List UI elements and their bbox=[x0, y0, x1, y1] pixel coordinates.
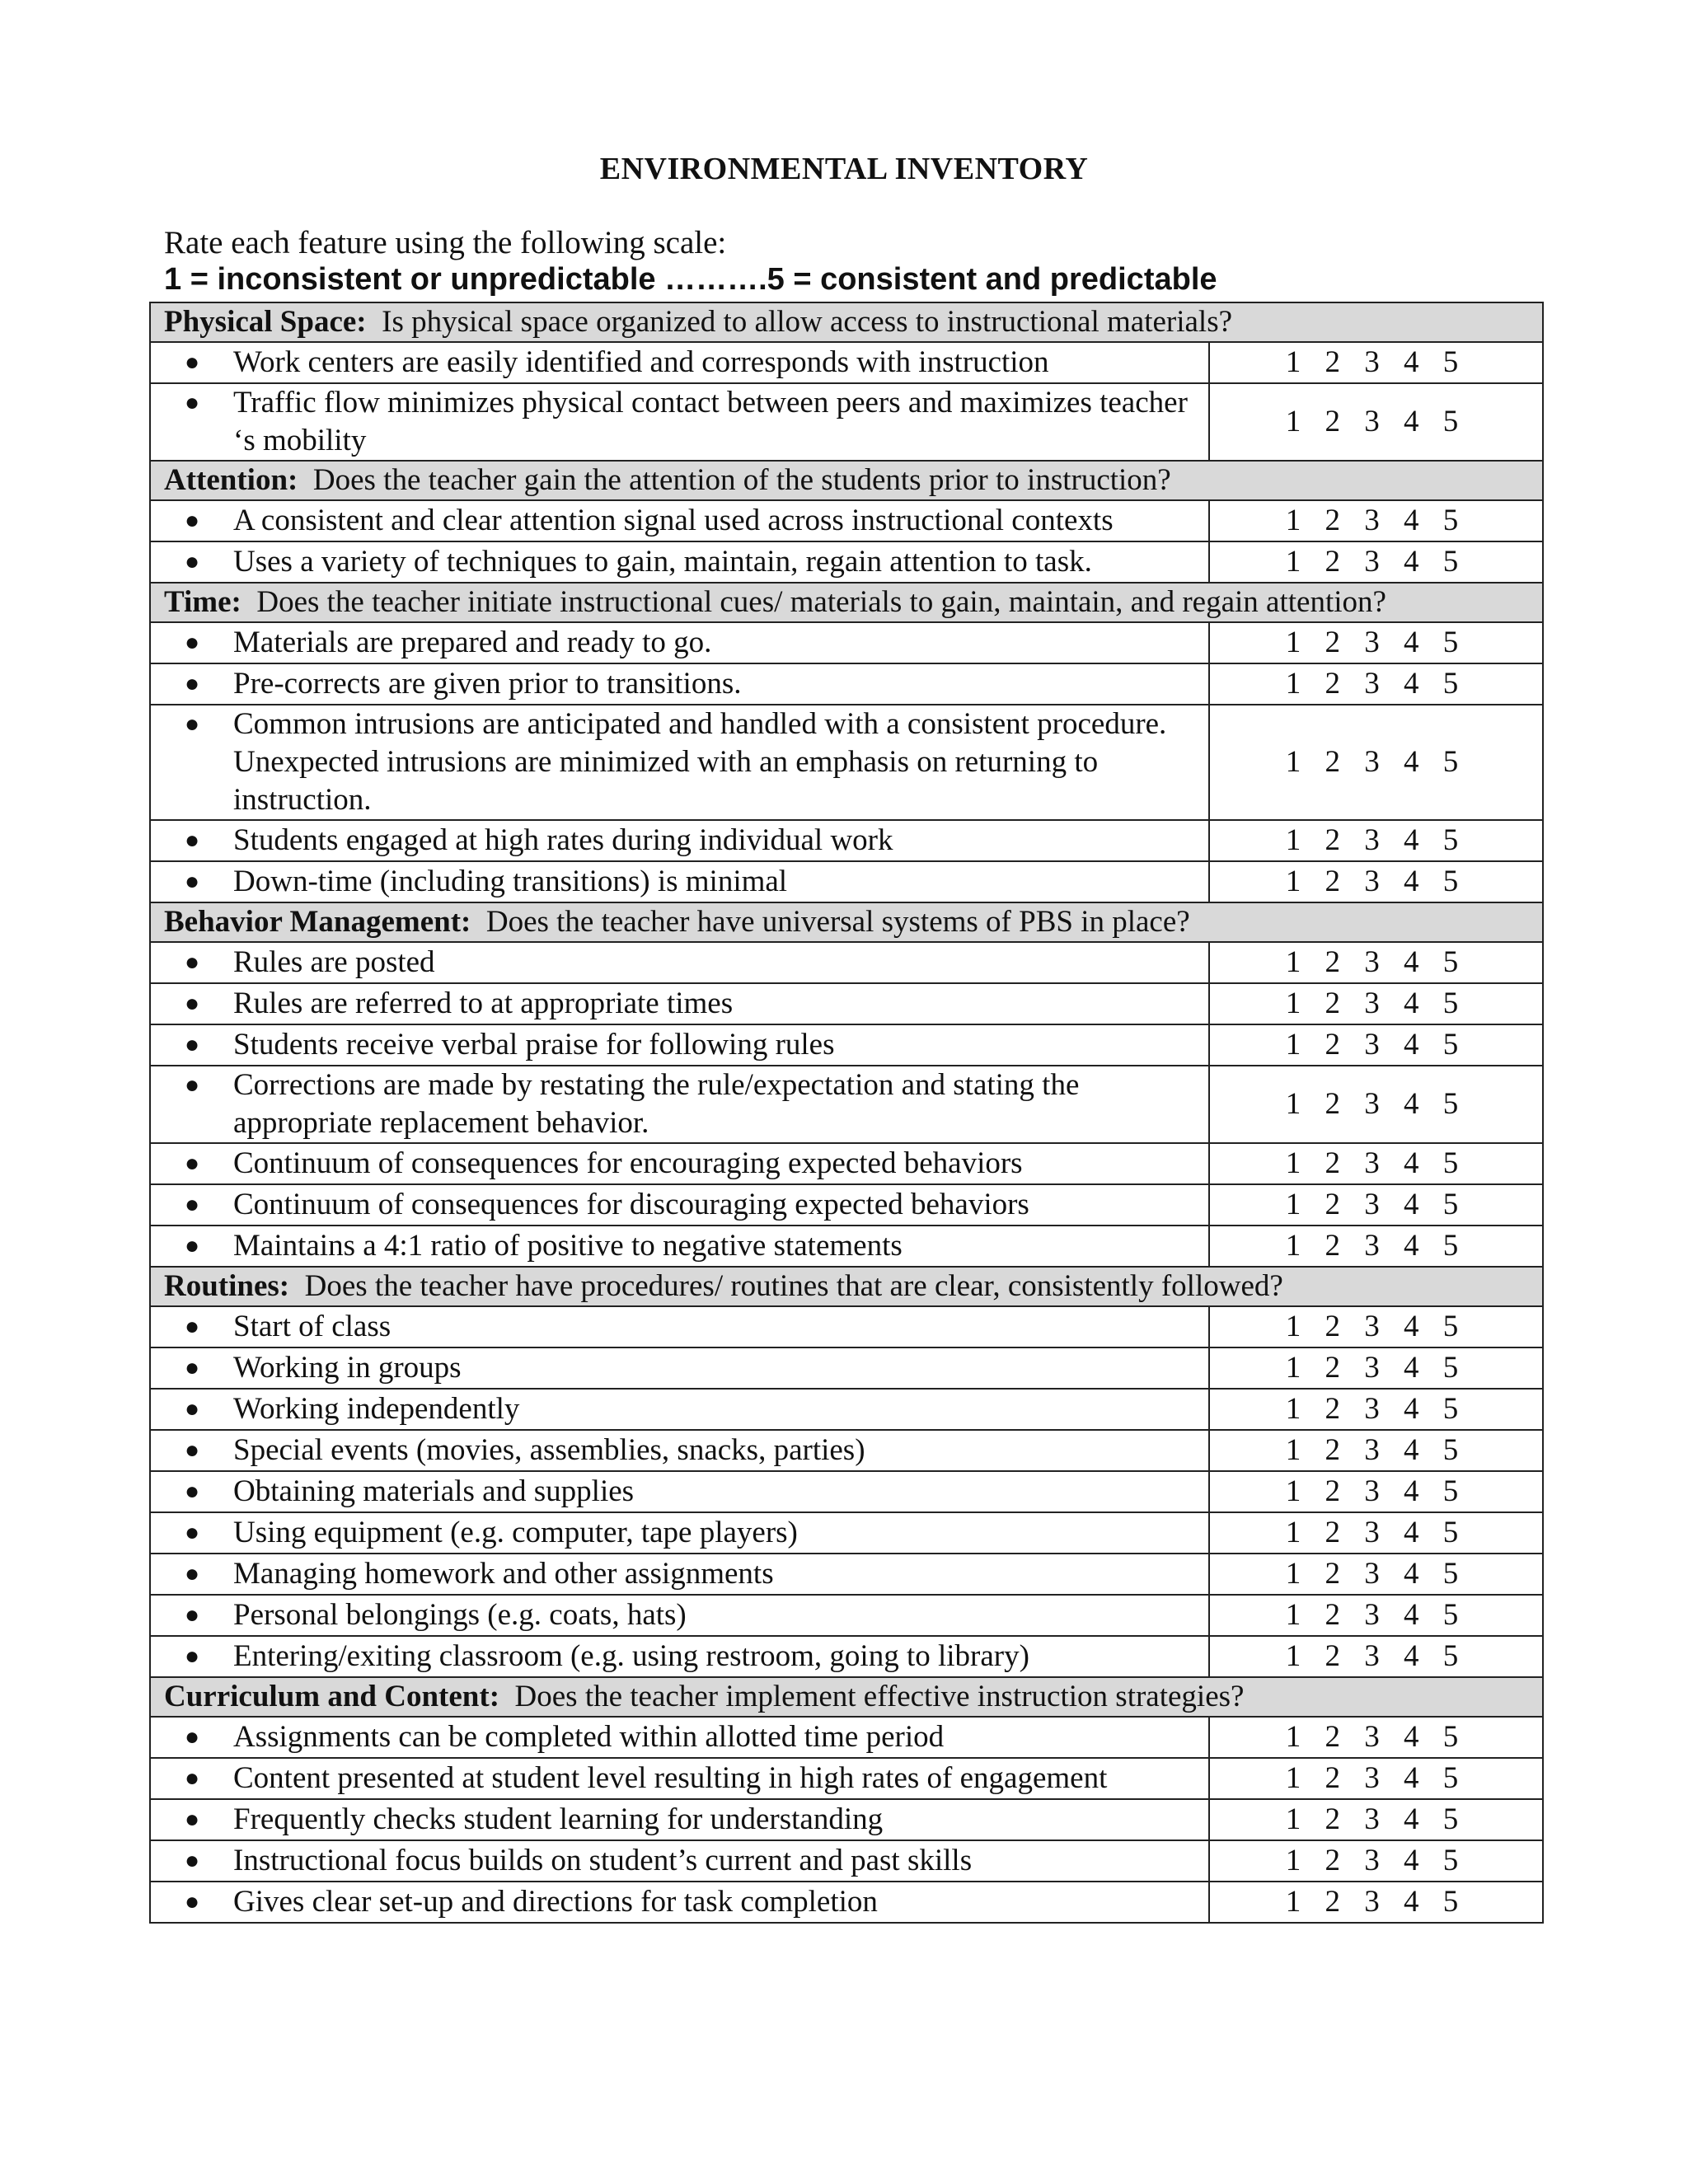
item-text: Materials are prepared and ready to go. bbox=[233, 626, 712, 659]
inventory-item-row bbox=[150, 1799, 1543, 1840]
section-question: Does the teacher implement effective instruction strategies? bbox=[514, 1680, 1245, 1713]
item-text: Students engaged at high rates during individual work bbox=[233, 823, 893, 857]
rating-scale-cell: 1 2 3 4 5 bbox=[1209, 342, 1543, 383]
item-text: Start of class bbox=[233, 1310, 392, 1343]
inventory-table bbox=[149, 302, 1544, 1924]
bullet-icon: ● bbox=[184, 949, 200, 976]
section-header-cell bbox=[150, 302, 1543, 342]
inventory-item-row bbox=[150, 1717, 1543, 1758]
item-cell bbox=[150, 1758, 1209, 1799]
bullet-icon: ● bbox=[184, 629, 200, 656]
rating-scale-cell: 1 2 3 4 5 bbox=[1209, 1471, 1543, 1512]
item-cell bbox=[150, 663, 1209, 705]
item-text: Continuum of consequences for encouraging expected behaviors bbox=[233, 1146, 1023, 1180]
inventory-item-row bbox=[150, 1636, 1543, 1677]
inventory-item-row bbox=[150, 983, 1543, 1024]
section-name: Routines: bbox=[164, 1269, 290, 1303]
bullet-icon: ● bbox=[184, 1395, 200, 1422]
item-text: Obtaining materials and supplies bbox=[233, 1474, 635, 1508]
item-cell bbox=[150, 1226, 1209, 1267]
rating-scale-cell: 1 2 3 4 5 bbox=[1209, 1389, 1543, 1430]
rating-scale-cell: 1 2 3 4 5 bbox=[1209, 663, 1543, 705]
inventory-item-row bbox=[150, 1226, 1543, 1267]
item-cell bbox=[150, 1347, 1209, 1389]
inventory-item-row bbox=[150, 1184, 1543, 1226]
bullet-icon: ● bbox=[184, 1071, 200, 1099]
rating-scale-cell: 1 2 3 4 5 bbox=[1209, 1758, 1543, 1799]
inventory-item-row bbox=[150, 1430, 1543, 1471]
item-text: A consistent and clear attention signal used across instructional contexts bbox=[233, 504, 1114, 537]
section-question: Does the teacher gain the attention of the students prior to instruction? bbox=[312, 463, 1171, 497]
inventory-item-row bbox=[150, 861, 1543, 902]
inventory-item-row bbox=[150, 1389, 1543, 1430]
item-text: Common intrusions are anticipated and handled with a consistent procedure. Unexpected intrusions are minimized with an emphasis on returning to instruction. bbox=[233, 707, 1167, 817]
rating-scale-cell: 1 2 3 4 5 bbox=[1209, 1430, 1543, 1471]
inventory-item-row bbox=[150, 1306, 1543, 1347]
item-text: Corrections are made by restating the rule/expectation and stating the appropriate replacement behavior. bbox=[233, 1068, 1080, 1140]
section-header-row bbox=[150, 1677, 1543, 1717]
section-header-row bbox=[150, 1267, 1543, 1306]
item-text: Gives clear set-up and directions for task completion bbox=[233, 1885, 878, 1919]
item-cell bbox=[150, 861, 1209, 902]
item-text: Rules are referred to at appropriate times bbox=[233, 987, 734, 1020]
rating-scale-cell: 1 2 3 4 5 bbox=[1209, 500, 1543, 541]
bullet-icon: ● bbox=[184, 349, 200, 376]
bullet-icon: ● bbox=[184, 1888, 200, 1915]
bullet-icon: ● bbox=[184, 1519, 200, 1546]
item-text: Work centers are easily identified and corresponds with instruction bbox=[233, 345, 1049, 379]
rating-scale-cell: 1 2 3 4 5 bbox=[1209, 541, 1543, 583]
rating-scale-cell: 1 2 3 4 5 bbox=[1209, 1882, 1543, 1923]
rating-scale-cell: 1 2 3 4 5 bbox=[1209, 383, 1543, 461]
item-text: Using equipment (e.g. computer, tape players) bbox=[233, 1516, 798, 1549]
bullet-icon: ● bbox=[184, 990, 200, 1017]
inventory-item-row bbox=[150, 541, 1543, 583]
bullet-icon: ● bbox=[184, 1031, 200, 1058]
item-cell bbox=[150, 942, 1209, 983]
bullet-icon: ● bbox=[184, 1354, 200, 1381]
rating-scale-cell: 1 2 3 4 5 bbox=[1209, 1554, 1543, 1595]
item-text: Working independently bbox=[233, 1392, 520, 1426]
item-text: Pre-corrects are given prior to transitions. bbox=[233, 667, 742, 701]
rating-scale-cell: 1 2 3 4 5 bbox=[1209, 1717, 1543, 1758]
item-cell bbox=[150, 1143, 1209, 1184]
bullet-icon: ● bbox=[184, 1436, 200, 1464]
rating-scale-cell: 1 2 3 4 5 bbox=[1209, 622, 1543, 663]
rating-scale-cell: 1 2 3 4 5 bbox=[1209, 1184, 1543, 1226]
inventory-item-row bbox=[150, 1882, 1543, 1923]
item-cell bbox=[150, 820, 1209, 861]
bullet-icon: ● bbox=[184, 1191, 200, 1218]
item-text: Down-time (including transitions) is minimal bbox=[233, 865, 788, 898]
section-name: Physical Space: bbox=[164, 305, 367, 339]
section-header-row bbox=[150, 902, 1543, 942]
rating-scale-cell: 1 2 3 4 5 bbox=[1209, 1636, 1543, 1677]
item-cell bbox=[150, 1430, 1209, 1471]
rating-scale-cell: 1 2 3 4 5 bbox=[1209, 1512, 1543, 1554]
inventory-item-row bbox=[150, 1024, 1543, 1066]
item-cell bbox=[150, 1717, 1209, 1758]
bullet-icon: ● bbox=[184, 827, 200, 854]
bullet-icon: ● bbox=[184, 1601, 200, 1629]
rating-scale-cell: 1 2 3 4 5 bbox=[1209, 1347, 1543, 1389]
bullet-icon: ● bbox=[184, 1150, 200, 1177]
section-question: Does the teacher have universal systems of PBS in place? bbox=[485, 905, 1190, 939]
item-cell bbox=[150, 1471, 1209, 1512]
item-cell bbox=[150, 983, 1209, 1024]
rating-scale-cell: 1 2 3 4 5 bbox=[1209, 1143, 1543, 1184]
bullet-icon: ● bbox=[184, 1232, 200, 1259]
rating-scale-cell: 1 2 3 4 5 bbox=[1209, 1799, 1543, 1840]
rating-scale-cell: 1 2 3 4 5 bbox=[1209, 942, 1543, 983]
rating-scale-cell: 1 2 3 4 5 bbox=[1209, 1226, 1543, 1267]
bullet-icon: ● bbox=[184, 548, 200, 575]
section-header-cell bbox=[150, 1677, 1543, 1717]
item-text: Rules are posted bbox=[233, 945, 435, 979]
inventory-item-row bbox=[150, 1471, 1543, 1512]
inventory-item-row bbox=[150, 622, 1543, 663]
rating-scale-cell: 1 2 3 4 5 bbox=[1209, 1840, 1543, 1882]
bullet-icon: ● bbox=[184, 670, 200, 697]
item-cell bbox=[150, 1636, 1209, 1677]
section-name: Behavior Management: bbox=[164, 905, 471, 939]
item-cell bbox=[150, 1512, 1209, 1554]
inventory-item-row bbox=[150, 1512, 1543, 1554]
section-question: Does the teacher have procedures/ routines that are clear, consistently followed? bbox=[304, 1269, 1283, 1303]
item-cell bbox=[150, 705, 1209, 820]
section-header-row bbox=[150, 583, 1543, 622]
section-header-cell bbox=[150, 461, 1543, 500]
item-text: Personal belongings (e.g. coats, hats) bbox=[233, 1598, 687, 1632]
inventory-item-row bbox=[150, 1143, 1543, 1184]
rating-scale-cell: 1 2 3 4 5 bbox=[1209, 861, 1543, 902]
bullet-icon: ● bbox=[184, 1313, 200, 1340]
page-title: ENVIRONMENTAL INVENTORY bbox=[599, 152, 1089, 186]
rating-scale-cell: 1 2 3 4 5 bbox=[1209, 1595, 1543, 1636]
item-text: Entering/exiting classroom (e.g. using restroom, going to library) bbox=[233, 1639, 1029, 1673]
bullet-icon: ● bbox=[184, 868, 200, 895]
rating-scale-cell: 1 2 3 4 5 bbox=[1209, 983, 1543, 1024]
bullet-icon: ● bbox=[184, 1560, 200, 1587]
rating-scale-legend: 1 = inconsistent or unpredictable ……….5 = consistent and predictable bbox=[164, 262, 1217, 297]
section-name: Time: bbox=[164, 585, 241, 619]
bullet-icon: ● bbox=[184, 1765, 200, 1792]
rating-scale-cell: 1 2 3 4 5 bbox=[1209, 705, 1543, 820]
bullet-icon: ● bbox=[184, 1478, 200, 1505]
rating-scale-cell: 1 2 3 4 5 bbox=[1209, 820, 1543, 861]
item-cell bbox=[150, 1595, 1209, 1636]
bullet-icon: ● bbox=[184, 1643, 200, 1670]
bullet-icon: ● bbox=[184, 1847, 200, 1874]
item-cell bbox=[150, 1799, 1209, 1840]
inventory-item-row bbox=[150, 1347, 1543, 1389]
item-cell bbox=[150, 383, 1209, 461]
bullet-icon: ● bbox=[184, 1723, 200, 1750]
inventory-item-row bbox=[150, 1758, 1543, 1799]
item-cell bbox=[150, 1066, 1209, 1143]
bullet-icon: ● bbox=[184, 1806, 200, 1833]
section-name: Attention: bbox=[164, 463, 298, 497]
item-text: Working in groups bbox=[233, 1351, 462, 1385]
item-cell bbox=[150, 1306, 1209, 1347]
item-cell bbox=[150, 342, 1209, 383]
item-text: Maintains a 4:1 ratio of positive to negative statements bbox=[233, 1229, 903, 1263]
item-text: Instructional focus builds on student’s current and past skills bbox=[233, 1844, 973, 1877]
item-cell bbox=[150, 1840, 1209, 1882]
item-cell bbox=[150, 1024, 1209, 1066]
rating-scale-cell: 1 2 3 4 5 bbox=[1209, 1306, 1543, 1347]
inventory-item-row bbox=[150, 705, 1543, 820]
rating-scale-cell: 1 2 3 4 5 bbox=[1209, 1024, 1543, 1066]
inventory-item-row bbox=[150, 342, 1543, 383]
item-text: Students receive verbal praise for following rules bbox=[233, 1028, 835, 1062]
item-text: Managing homework and other assignments bbox=[233, 1557, 774, 1591]
section-header-row bbox=[150, 461, 1543, 500]
item-text: Traffic flow minimizes physical contact between peers and maximizes teacher ‘s mobility bbox=[233, 386, 1188, 457]
item-cell bbox=[150, 1554, 1209, 1595]
item-cell bbox=[150, 1184, 1209, 1226]
item-cell bbox=[150, 541, 1209, 583]
section-question: Does the teacher initiate instructional cues/ materials to gain, maintain, and regain attention? bbox=[256, 585, 1386, 619]
section-header-cell bbox=[150, 583, 1543, 622]
bullet-icon: ● bbox=[184, 507, 200, 534]
inventory-item-row bbox=[150, 1595, 1543, 1636]
inventory-item-row bbox=[150, 500, 1543, 541]
inventory-item-row bbox=[150, 1840, 1543, 1882]
inventory-table-body bbox=[150, 302, 1543, 1923]
inventory-item-row bbox=[150, 383, 1543, 461]
inventory-item-row bbox=[150, 1554, 1543, 1595]
item-cell bbox=[150, 622, 1209, 663]
item-text: Content presented at student level resulting in high rates of engagement bbox=[233, 1761, 1108, 1795]
inventory-item-row bbox=[150, 942, 1543, 983]
rating-scale-cell: 1 2 3 4 5 bbox=[1209, 1066, 1543, 1143]
section-header-cell bbox=[150, 902, 1543, 942]
section-header-cell bbox=[150, 1267, 1543, 1306]
inventory-item-row bbox=[150, 663, 1543, 705]
section-name: Curriculum and Content: bbox=[164, 1680, 500, 1713]
section-header-row bbox=[150, 302, 1543, 342]
bullet-icon: ● bbox=[184, 389, 200, 416]
section-question: Is physical space organized to allow access to instructional materials? bbox=[382, 305, 1233, 339]
item-text: Frequently checks student learning for understanding bbox=[233, 1802, 884, 1836]
bullet-icon: ● bbox=[184, 710, 200, 738]
scale-instruction: Rate each feature using the following scale: bbox=[164, 225, 727, 260]
item-cell bbox=[150, 500, 1209, 541]
item-cell bbox=[150, 1389, 1209, 1430]
inventory-item-row bbox=[150, 1066, 1543, 1143]
item-cell bbox=[150, 1882, 1209, 1923]
item-text: Uses a variety of techniques to gain, maintain, regain attention to task. bbox=[233, 545, 1092, 579]
item-text: Assignments can be completed within allotted time period bbox=[233, 1720, 945, 1754]
item-text: Special events (movies, assemblies, snacks, parties) bbox=[233, 1433, 865, 1467]
item-text: Continuum of consequences for discouraging expected behaviors bbox=[233, 1188, 1029, 1221]
inventory-item-row bbox=[150, 820, 1543, 861]
